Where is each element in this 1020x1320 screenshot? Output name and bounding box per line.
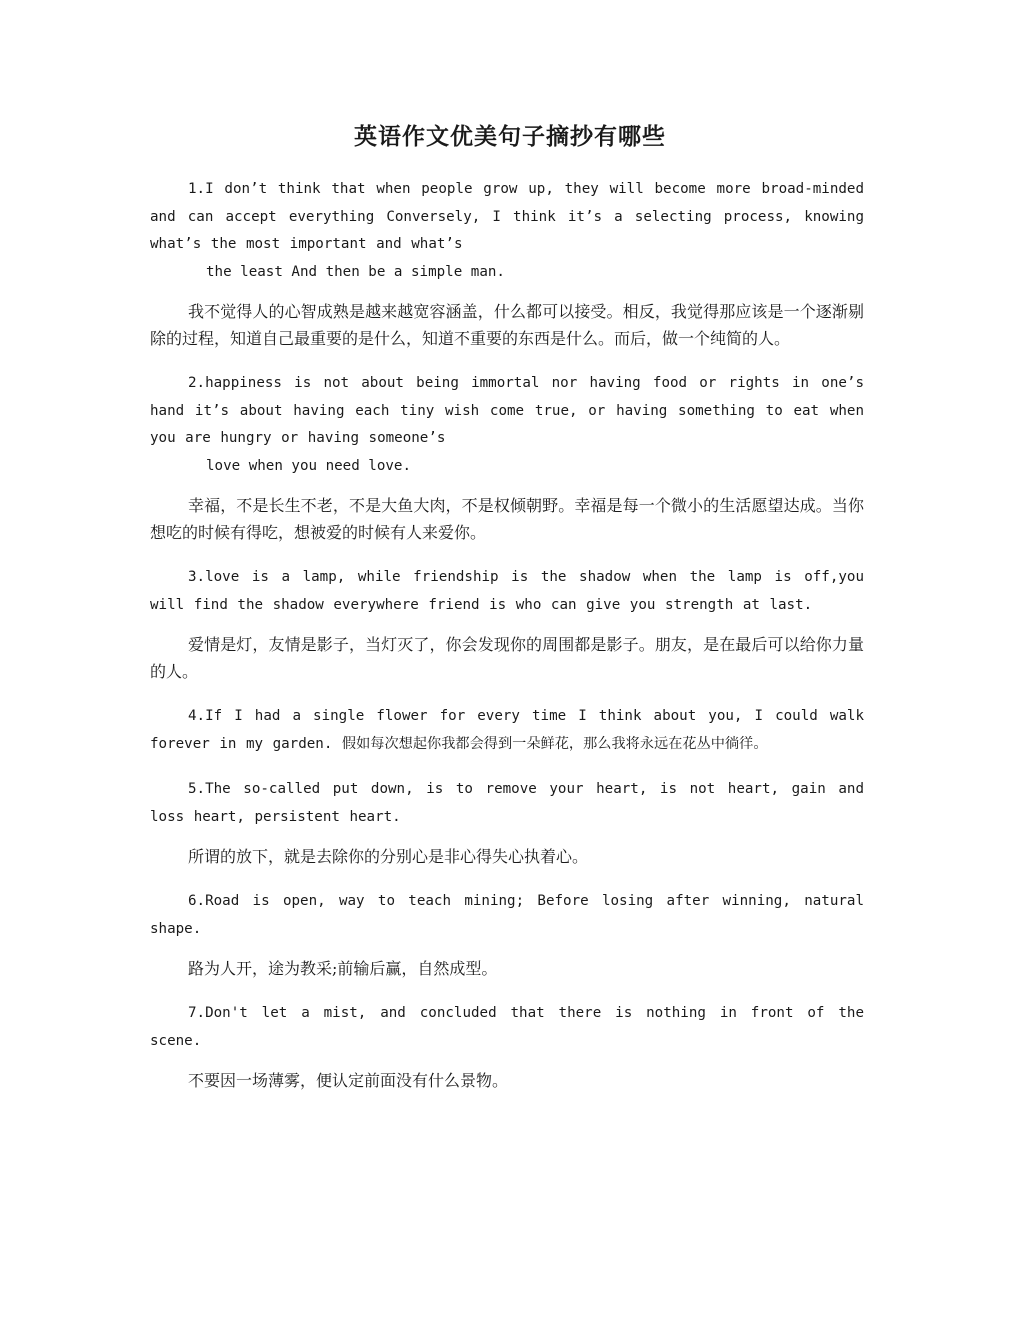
english-sentence: 7.Don't let a mist, and concluded that there is nothing in front of the scene.	[150, 1005, 864, 1049]
chinese-translation: 所谓的放下，就是去除你的分别心是非心得失心执着心。	[188, 847, 589, 866]
entry-6	[150, 888, 864, 982]
chinese-translation: 路为人开，途为教采;前输后赢，自然成型。	[188, 959, 498, 978]
page-title: 英语作文优美句子摘抄有哪些	[354, 123, 666, 150]
english-sentence-continuation: love when you need love.	[206, 457, 411, 474]
chinese-translation: 幸福，不是长生不老，不是大鱼大肉，不是权倾朝野。幸福是每一个微小的生活愿望达成。当你想吃的时候有得吃，想被爱的时候有人来爱你。	[150, 496, 864, 542]
english-sentence: 6.Road is open, way to teach mining; Before losing after winning, natural shape.	[150, 893, 864, 937]
entry-2	[150, 370, 864, 546]
english-sentence: 1.I don’t think that when people grow up, they will become more broad-minded and can accept everything Conversely, I think it’s a selecting process, knowing what’s the most important and what’s	[150, 181, 864, 252]
english-sentence-continuation: the least And then be a simple man.	[206, 263, 505, 280]
english-sentence-with-translation: 4.If I had a single flower for every time I think about you, I could walk forever in my garden. 假如每次想起你我都会得到一朵鲜花，那么我将永远在花丛中徜徉。	[150, 708, 864, 752]
chinese-translation: 我不觉得人的心智成熟是越来越宽容涵盖，什么都可以接受。相反，我觉得那应该是一个逐渐剔除的过程，知道自己最重要的是什么，知道不重要的东西是什么。而后，做一个纯简的人。	[150, 302, 864, 348]
english-sentence: 2.happiness is not about being immortal nor having food or rights in one’s hand it’s about having each tiny wish come true, or having something to eat when you are hungry or having someone’s	[150, 375, 864, 446]
entry-7	[150, 1000, 864, 1094]
entry-5	[150, 776, 864, 870]
entry-3	[150, 564, 864, 685]
english-sentence: 5.The so-called put down, is to remove your heart, is not heart, gain and loss heart, persistent heart.	[150, 781, 864, 825]
entry-4	[150, 703, 864, 758]
document-body	[150, 176, 864, 1094]
chinese-translation: 爱情是灯，友情是影子，当灯灭了，你会发现你的周围都是影子。朋友，是在最后可以给你力量的人。	[150, 635, 864, 681]
chinese-translation: 不要因一场薄雾，便认定前面没有什么景物。	[188, 1071, 509, 1090]
entry-1	[150, 176, 864, 352]
english-sentence: 3.love is a lamp, while friendship is the shadow when the lamp is off,you will find the shadow everywhere friend is who can give you strength at last.	[150, 569, 864, 613]
